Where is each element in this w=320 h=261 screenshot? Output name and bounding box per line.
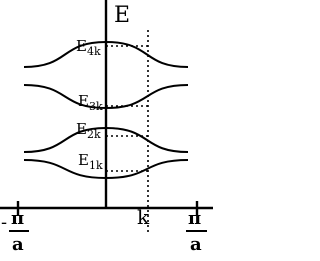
zone-edge-right-denominator: a	[190, 234, 202, 255]
energy-label-1k: $E_{1k}$	[78, 151, 103, 172]
energy-label-2k: $E_{2k}$	[76, 120, 101, 141]
zone-edge-right-numerator: π	[188, 208, 202, 229]
k-label: k	[137, 205, 150, 229]
zone-edge-left-numerator: π	[11, 208, 25, 229]
zone-edge-left-sign: -	[1, 212, 8, 233]
energy-axis-label: E	[114, 3, 131, 28]
zone-edge-left-denominator: a	[12, 234, 24, 255]
energy-label-4k: $E_{4k}$	[76, 37, 101, 58]
energy-label-3k: $E_{3k}$	[78, 92, 103, 113]
